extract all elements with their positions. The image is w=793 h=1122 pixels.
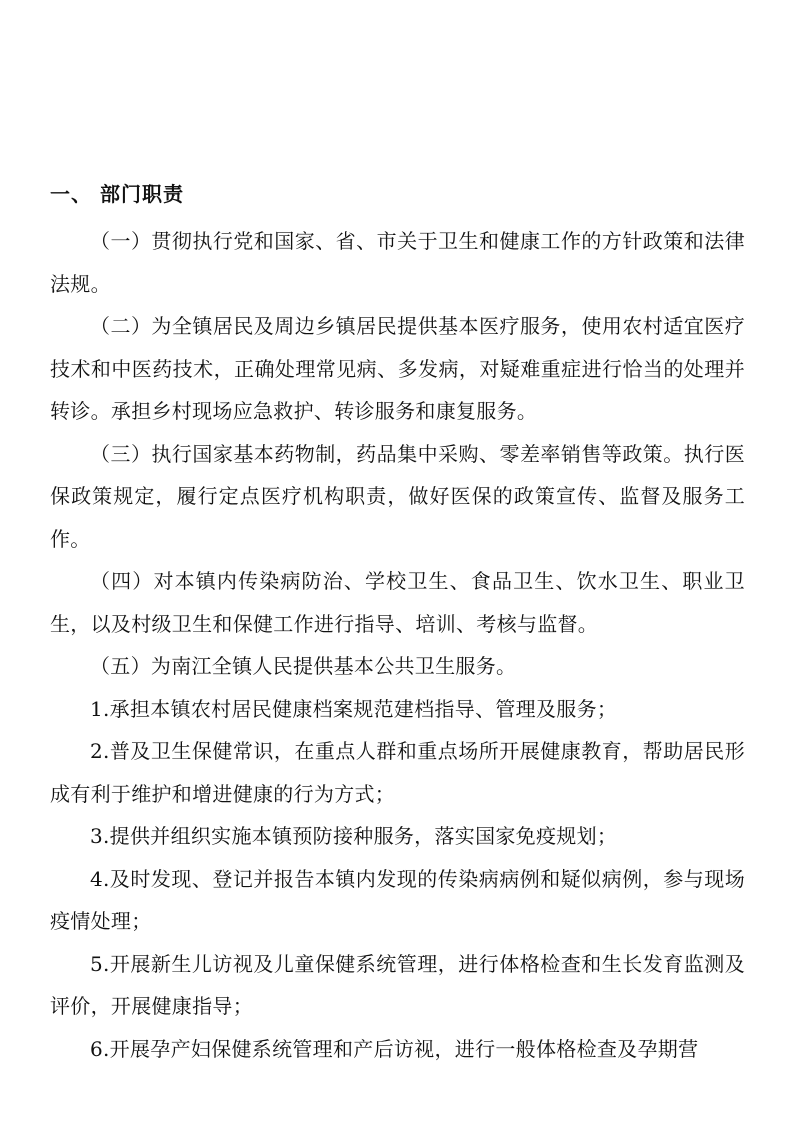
paragraph-duty-3: （三）执行国家基本药物制，药品集中采购、零差率销售等政策。执行医保政策规定，履行定点医疗机构职责，做好医保的政策宣传、监督及服务工作。 <box>50 441 745 551</box>
list-item-5: 5.开展新生儿访视及儿童保健系统管理，进行体格检查和生长发育监测及评价，开展健康指导； <box>50 951 745 1018</box>
list-item-4: 4.及时发现、登记并报告本镇内发现的传染病病例和疑似病例，参与现场疫情处理； <box>50 866 745 933</box>
paragraph-duty-1: （一）贯彻执行党和国家、省、市关于卫生和健康工作的方针政策和法律法规。 <box>50 229 745 296</box>
list-item-1: 1.承担本镇农村居民健康档案规范建档指导、管理及服务； <box>90 696 618 721</box>
paragraph-duty-5: （五）为南江全镇人民提供基本公共卫生服务。 <box>90 654 517 678</box>
list-item-2: 2.普及卫生保健常识，在重点人群和重点场所开展健康教育，帮助居民形成有利于维护和增进健康的行为方式； <box>50 739 745 806</box>
body-text <box>50 220 745 1070</box>
list-item-3: 3.提供并组织实施本镇预防接种服务，落实国家免疫规划； <box>90 824 618 848</box>
list-item-6: 6.开展孕产妇保健系统管理和产后访视，进行一般体格检查及孕期营 <box>90 1036 699 1061</box>
paragraph-duty-4: （四）对本镇内传染病防治、学校卫生、食品卫生、饮水卫生、职业卫生，以及村级卫生和保健工作进行指导、培训、考核与监督。 <box>50 569 745 636</box>
section-heading: 一、 部门职责 <box>50 182 184 206</box>
paragraph-duty-2: （二）为全镇居民及周边乡镇居民提供基本医疗服务，使用农村适宜医疗技术和中医药技术，正确处理常见病、多发病，对疑难重症进行恰当的处理并转诊。承担乡村现场应急救护、转诊服务和康复服务。 <box>50 314 745 423</box>
